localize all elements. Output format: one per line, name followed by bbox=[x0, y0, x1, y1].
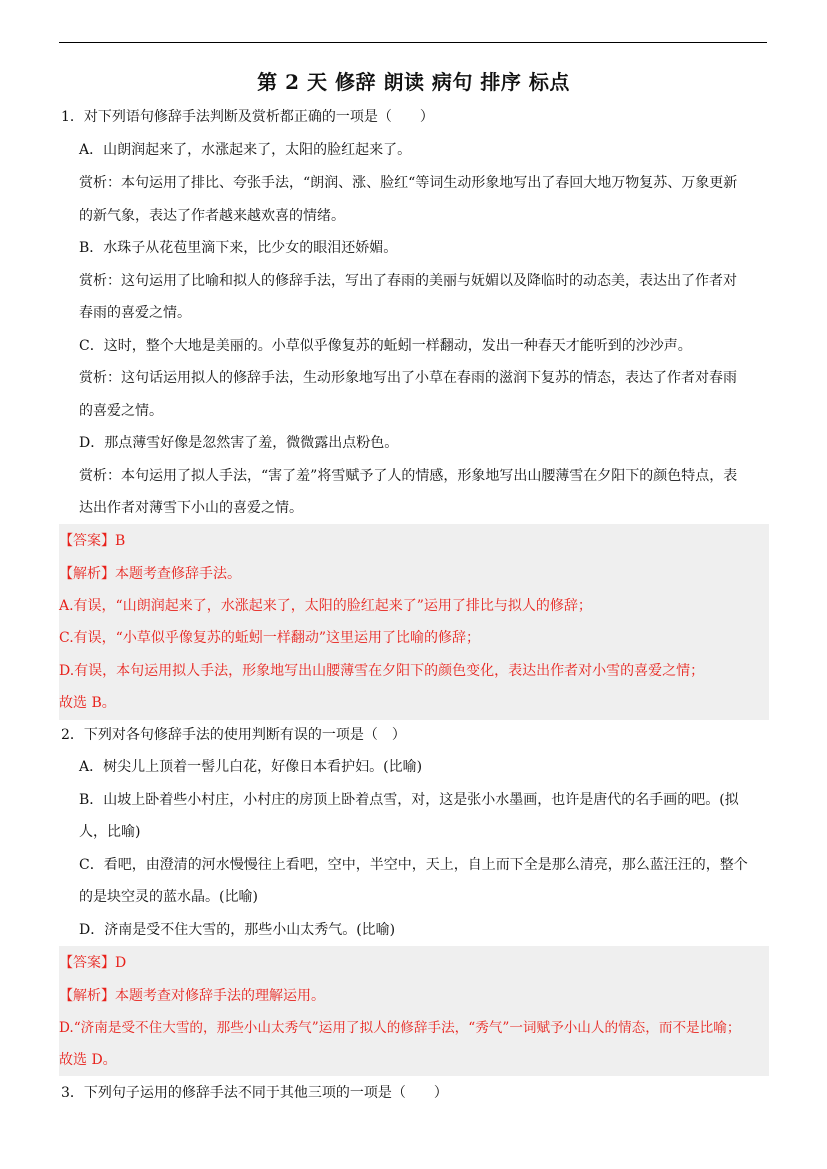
q2-option-b-line2: 人，比喻) bbox=[79, 824, 141, 840]
q2-analysis-intro: 【解析】本题考查对修辞手法的理解运用。 bbox=[59, 988, 325, 1004]
q1-option-c: C．这时，整个大地是美丽的。小草似乎像复苏的蚯蚓一样翻动，发出一种春天才能听到的沙沙声。 bbox=[79, 338, 692, 354]
q1-appreciation-a-line1: 赏析：本句运用了排比、夸张手法，“朗润、涨、脸红“等词生动形象地写出了春回大地万物复苏、万象更新 bbox=[79, 175, 738, 191]
q1-appreciation-c-line1: 赏析：这句话运用拟人的修辞手法，生动形象地写出了小草在春雨的滋润下复苏的情态，表达了作者对春雨 bbox=[79, 370, 737, 386]
q1-option-d: D．那点薄雪好像是忽然害了羞，微微露出点粉色。 bbox=[79, 435, 399, 451]
q1-appreciation-c-line2: 的喜爱之情。 bbox=[79, 403, 163, 419]
header-rule bbox=[59, 42, 767, 43]
q2-option-d: D．济南是受不住大雪的，那些小山太秀气。(比喻) bbox=[79, 922, 396, 938]
q2-analysis-line: D.“济南是受不住大雪的，那些小山太秀气”运用了拟人的修辞手法，“秀气”一词赋予小山人的情态，而不是比喻； bbox=[59, 1020, 741, 1036]
q1-answer: 【答案】B bbox=[59, 533, 126, 549]
q1-option-b: B．水珠子从花苞里滴下来，比少女的眼泪还娇媚。 bbox=[79, 240, 398, 256]
q1-answer-box bbox=[59, 524, 769, 720]
q1-option-a: A．山朗润起来了，水涨起来了，太阳的脸红起来了。 bbox=[79, 142, 412, 158]
q2-analysis-line: 故选 D。 bbox=[59, 1052, 117, 1068]
q2-answer: 【答案】D bbox=[59, 955, 127, 971]
q1-analysis-line: 故选 B。 bbox=[59, 695, 116, 711]
q2-option-b-line1: B．山坡上卧着些小村庄，小村庄的房顶上卧着点雪，对，这是张小水墨画，也许是唐代的名手画的吧。(拟 bbox=[79, 792, 739, 808]
q1-analysis-intro: 【解析】本题考查修辞手法。 bbox=[59, 566, 241, 582]
q1-appreciation-b-line1: 赏析：这句运用了比喻和拟人的修辞手法，写出了春雨的美丽与妩媚以及降临时的动态美，表达出了作者对 bbox=[79, 273, 737, 289]
q1-analysis-line: A.有误，“山朗润起来了，水涨起来了，太阳的脸红起来了”运用了排比与拟人的修辞； bbox=[59, 598, 592, 614]
q1-appreciation-d-line2: 达出作者对薄雪下小山的喜爱之情。 bbox=[79, 500, 303, 516]
question-3-stem: 3．下列句子运用的修辞手法不同于其他三项的一项是（ ） bbox=[61, 1085, 448, 1101]
q1-analysis-line: C.有误，“小草似乎像复苏的蚯蚓一样翻动”这里运用了比喻的修辞； bbox=[59, 630, 480, 646]
q1-analysis-line: D.有误，本句运用拟人手法，形象地写出山腰薄雪在夕阳下的颜色变化，表达出作者对小雪的喜爱之情； bbox=[59, 663, 705, 679]
question-1-stem: 1．对下列语句修辞手法判断及赏析都正确的一项是（ ） bbox=[61, 109, 434, 125]
q2-option-c-line1: C．看吧，由澄清的河水慢慢往上看吧，空中，半空中，天上，自上而下全是那么清亮，那么蓝汪汪的，整个 bbox=[79, 857, 748, 873]
question-2-stem: 2．下列对各句修辞手法的使用判断有误的一项是（ ） bbox=[61, 727, 406, 743]
q2-answer-box bbox=[59, 946, 769, 1076]
q2-option-c-line2: 的是块空灵的蓝水晶。(比喻) bbox=[79, 889, 258, 905]
q1-appreciation-a-line2: 的新气象，表达了作者越来越欢喜的情绪。 bbox=[79, 208, 345, 224]
page-title: 第 2 天 修辞 朗读 病句 排序 标点 bbox=[257, 70, 570, 94]
q1-appreciation-d-line1: 赏析：本句运用了拟人手法，“害了羞”将雪赋予了人的情感，形象地写出山腰薄雪在夕阳下的颜色特点，表 bbox=[79, 468, 738, 484]
q2-option-a: A．树尖儿上顶着一髻儿白花，好像日本看护妇。(比喻) bbox=[79, 759, 423, 775]
q1-appreciation-b-line2: 春雨的喜爱之情。 bbox=[79, 305, 191, 321]
